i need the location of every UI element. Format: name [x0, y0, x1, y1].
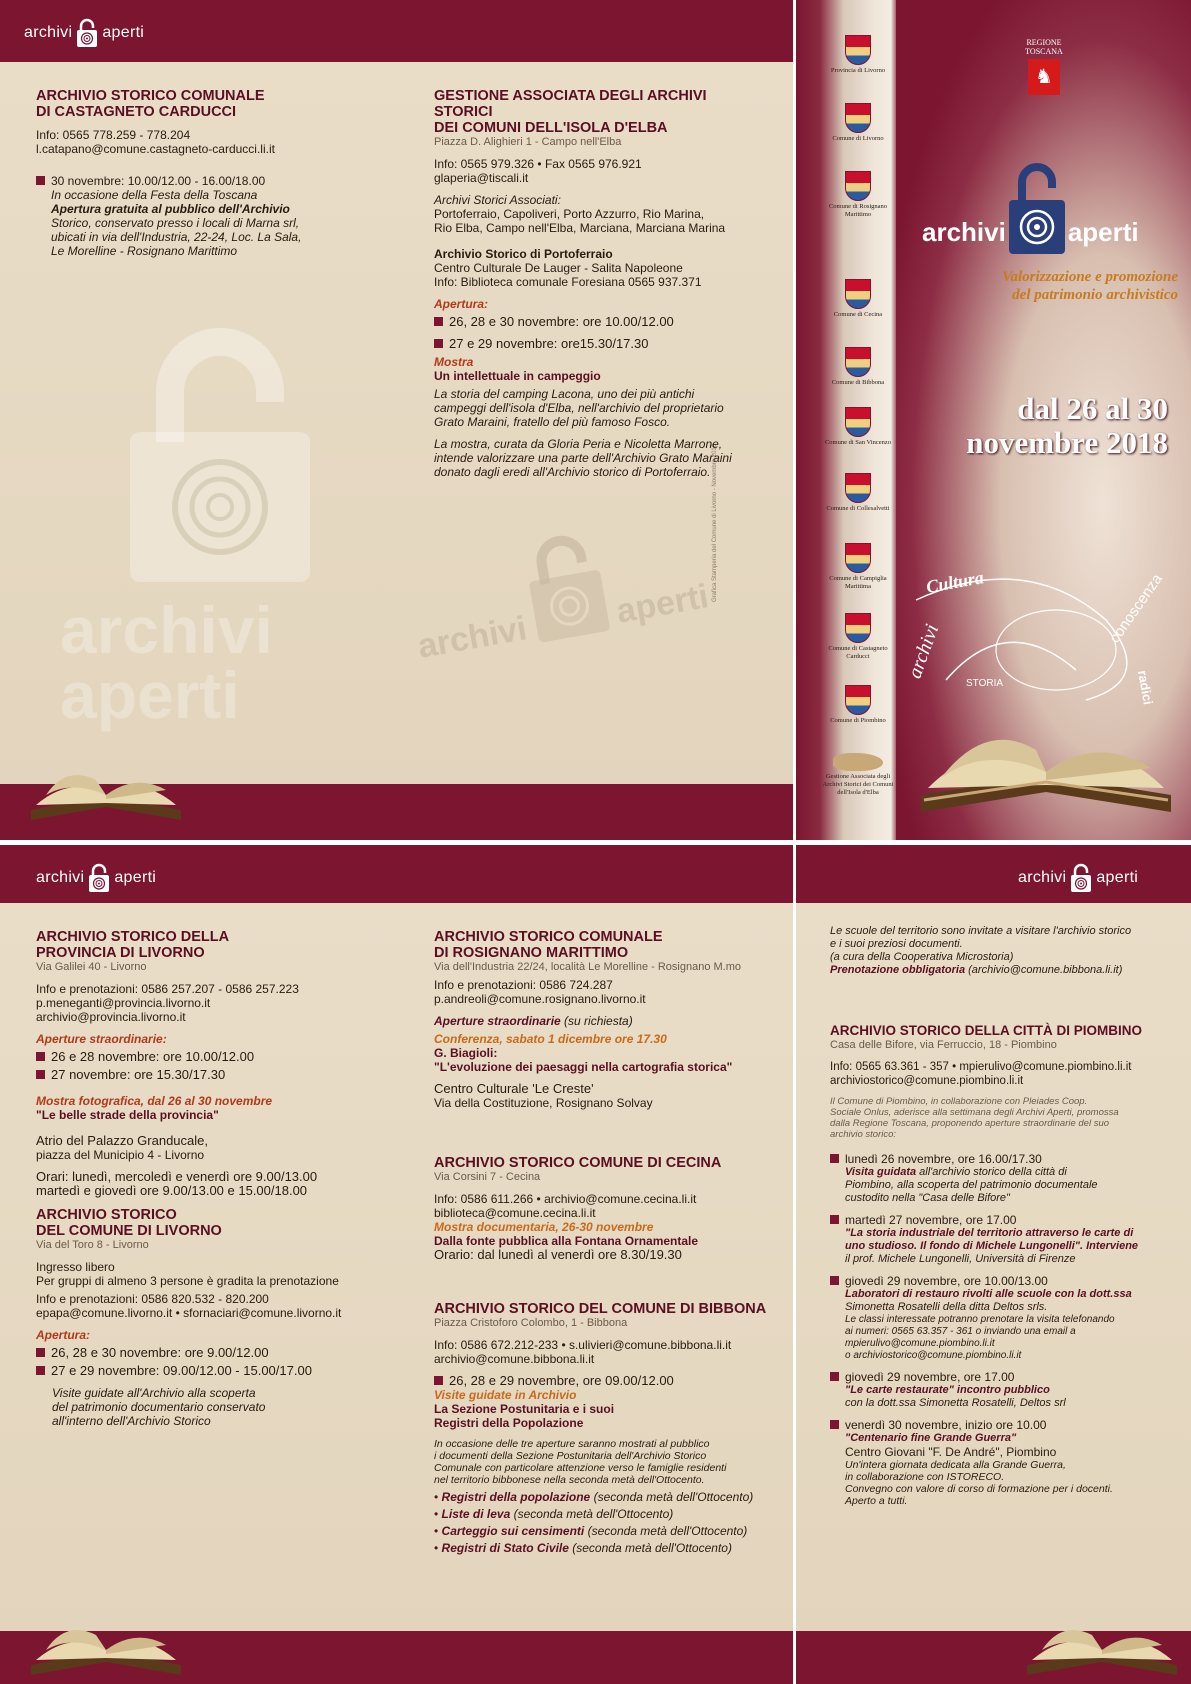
- talk-title: "L'evoluzione dei paesaggi nella cartografia storica": [434, 1060, 733, 1074]
- orario: Orario: dal lunedì al venerdì ore 8.30/19.30: [434, 1247, 682, 1262]
- bullet-icon: [36, 1366, 45, 1375]
- mostra-label: Mostra: [434, 355, 474, 369]
- event-date: venerdì 30 novembre, inizio ore 10.00: [845, 1418, 1047, 1432]
- schools-intro: [830, 925, 1180, 977]
- list-item-bold: Registri della popolazione: [441, 1490, 591, 1504]
- bullet-icon: [434, 339, 443, 348]
- section-title: DI CASTAGNETO CARDUCCI: [36, 104, 237, 120]
- date-item: [36, 1050, 396, 1064]
- mostra-title: Un intellettuale in campeggio: [434, 369, 601, 383]
- event-desc[interactable]: o archiviostorico@comune.piombino.li.it: [845, 1350, 1022, 1361]
- location: Via della Costituzione, Rosignano Solvay: [434, 1096, 653, 1110]
- date-item: [36, 174, 376, 188]
- cover-panel: [796, 0, 1191, 840]
- municipality-item: [818, 171, 898, 219]
- event-description: [36, 188, 376, 258]
- event-desc: con la dott.ssa Simonetta Rosatelli, Deltos srl: [845, 1397, 1066, 1409]
- municipality-item: [818, 407, 898, 447]
- logo-text-left: archivi: [36, 869, 85, 886]
- bullet-icon: [830, 1215, 839, 1224]
- desc-line: La mostra, curata da Gloria Peria e Nicoletta Marrone,: [434, 437, 723, 451]
- desc-line: Visite guidate all'Archivio alla scoperta: [52, 1386, 256, 1400]
- info-email[interactable]: p.andreoli@comune.rosignano.livorno.it: [434, 992, 646, 1006]
- list-item-note: (seconda metà dell'Ottocento): [593, 1490, 754, 1504]
- assoc-label: Archivi Storici Associati:: [434, 193, 561, 207]
- municipality-item: [818, 543, 898, 591]
- desc-line: i documenti della Sezione Postunitaria dell'Archivio Storico: [434, 1450, 707, 1462]
- municipality-name: Comune di Campiglia Marittima: [829, 575, 887, 590]
- desc-line: ubicati in via dell'Industria, 22-24, Loc. La Sala,: [51, 230, 302, 244]
- regione-toscana-logo: [1016, 38, 1072, 95]
- watermark-padlock-icon: [120, 322, 320, 587]
- sub-title: Archivio Storico di Portoferraio: [434, 247, 613, 261]
- desc-line: campeggi dell'isola d'Elba, nell'archivio del proprietario: [434, 401, 724, 415]
- desc-line: In occasione della Festa della Toscana: [51, 188, 258, 202]
- bullet-icon: [36, 1052, 45, 1061]
- event-item: [830, 1274, 1180, 1362]
- logo-text-left: archivi: [24, 24, 73, 41]
- cover-dates: [896, 392, 1168, 460]
- bottom-right-panel: [796, 845, 1191, 1684]
- section-title: PROVINCIA DI LIVORNO: [36, 945, 205, 961]
- padlock-icon: [1069, 863, 1093, 893]
- crest-icon: [845, 407, 871, 437]
- cecina-section: [434, 1155, 774, 1262]
- desc-line: nel territorio bibbonese nella seconda metà dell'Ottocento.: [434, 1474, 705, 1486]
- crest-icon: [845, 347, 871, 377]
- visite-desc: [36, 1386, 396, 1428]
- bottom-left-content: [0, 903, 793, 1631]
- desc-line: e i suoi preziosi documenti.: [830, 938, 963, 950]
- orari: martedì e giovedì ore 9.00/13.00 e 15.00/18.00: [36, 1183, 308, 1198]
- bullet-icon: [434, 1376, 443, 1385]
- list-item: • Carteggio sui censimenti (seconda metà dell'Ottocento): [434, 1524, 748, 1538]
- desc-line: Apertura gratuita al pubblico dell'Archivio: [51, 202, 290, 216]
- municipality-item: [818, 279, 898, 319]
- section-title: ARCHIVIO STORICO DEL COMUNE DI BIBBONA: [434, 1301, 767, 1317]
- list-item-note: (seconda metà dell'Ottocento): [587, 1524, 748, 1538]
- apertura-label: Apertura:: [434, 297, 489, 311]
- list-item-bold: Carteggio sui censimenti: [441, 1524, 585, 1538]
- list-item-bold: Liste di leva: [441, 1507, 511, 1521]
- bottom-left-panel: [0, 845, 793, 1684]
- word-storia: STORIA: [966, 678, 1004, 689]
- municipalities-strip: [818, 35, 898, 815]
- word-archivi: archivi: [903, 621, 944, 682]
- info-email[interactable]: archivio@provincia.livorno.it: [36, 1010, 186, 1024]
- crest-icon: [845, 279, 871, 309]
- crest-icon: [845, 613, 871, 643]
- date-text: 30 novembre: 10.00/12.00 - 16.00/18.00: [51, 174, 266, 188]
- event-desc: Aperto a tutti.: [845, 1495, 908, 1507]
- section-title: DEI COMUNI DELL'ISOLA D'ELBA: [434, 120, 668, 136]
- logo-text-left: archivi: [1018, 869, 1067, 886]
- location: Centro Culturale 'Le Creste': [434, 1081, 594, 1096]
- info-phone: Info: 0586 672.212-233 • s.ulivieri@comune.bibbona.li.it: [434, 1338, 732, 1352]
- section-title: ARCHIVIO STORICO DELLA: [36, 929, 230, 945]
- date-item: [434, 337, 764, 351]
- logo-text-right: aperti: [1096, 869, 1139, 886]
- municipality-name: Comune di Rosignano Marittimo: [828, 203, 888, 218]
- municipality-name: Comune di Bibbona: [831, 379, 885, 386]
- section-title: GESTIONE ASSOCIATA DEGLI ARCHIVI STORICI: [434, 88, 707, 120]
- info-phone: Info e prenotazioni: 0586 724.287: [434, 978, 613, 992]
- address: Via Galilei 40 - Livorno: [36, 961, 147, 973]
- desc-line: La storia del camping Lacona, uno dei più antichi: [434, 387, 695, 401]
- date-text: 26, 28 e 30 novembre: ore 10.00/12.00: [449, 314, 674, 329]
- aperture-label: Aperture straordinarie:: [36, 1032, 167, 1046]
- rosignano-section: [434, 929, 774, 1110]
- livorno-section: [36, 1207, 396, 1428]
- note-line: dalla Regione Toscana, proponendo aperture straordinarie del suo: [830, 1118, 1110, 1129]
- event-desc[interactable]: mpierulivo@comune.piombino.li.it: [845, 1338, 995, 1349]
- info-phone: Info: 0586 611.266 • archivio@comune.cecina.li.it: [434, 1192, 697, 1206]
- municipality-name: Comune di San Vincenzo: [824, 439, 892, 446]
- top-left-panel: [0, 0, 793, 840]
- section-title: ARCHIVIO STORICO COMUNALE: [36, 88, 265, 104]
- list-item: • Registri di Stato Civile (seconda metà dell'Ottocento): [434, 1541, 732, 1555]
- section-title: ARCHIVIO STORICO DELLA CITTÀ DI PIOMBINO: [830, 1023, 1143, 1038]
- date-text: 27 e 29 novembre: 09.00/12.00 - 15.00/17.00: [51, 1363, 312, 1378]
- section-title: ARCHIVIO STORICO COMUNALE: [434, 929, 663, 945]
- open-book-icon: [916, 700, 1176, 835]
- info-phone: Info: 0565 979.326 • Fax 0565 976.921: [434, 157, 642, 171]
- desc-line: donato dagli eredi all'Archivio storico di Portoferraio.: [434, 465, 711, 479]
- event-item: [830, 1213, 1180, 1266]
- mostra-title: "Le belle strade della provincia": [36, 1108, 219, 1122]
- archivi-aperti-logo: [24, 18, 144, 48]
- event-desc: "Le carte restaurate" incontro pubblico: [845, 1384, 1050, 1396]
- subtitle-line: Valorizzazione e promozione: [1002, 269, 1178, 285]
- municipality-item: [818, 753, 898, 797]
- note-line: Il Comune di Piombino, in collaborazione con Pleiades Coop.: [830, 1096, 1088, 1107]
- event-desc: Un'intera giornata dedicata alla Grande Guerra,: [845, 1459, 1066, 1471]
- address: Via Corsini 7 - Cecina: [434, 1171, 541, 1183]
- bullet-icon: [36, 1348, 45, 1357]
- info-phone: Info: Biblioteca comunale Foresiana 0565 937.371: [434, 275, 702, 289]
- open-book-icon: [26, 755, 186, 840]
- cover-logo: [922, 160, 1139, 256]
- address: Casa delle Bifore, via Ferruccio, 18 - Piombino: [830, 1039, 1057, 1051]
- dates-line: novembre 2018: [966, 425, 1168, 460]
- desc-line: In occasione delle tre aperture saranno mostrati al pubblico: [434, 1438, 710, 1450]
- bullet-icon: [830, 1420, 839, 1429]
- municipality-item: [818, 685, 898, 725]
- municipality-name: Comune di Livorno: [832, 135, 884, 142]
- bullet-icon: [36, 1070, 45, 1079]
- logo-text-right: aperti: [114, 869, 157, 886]
- prenot-email[interactable]: (archivio@comune.bibbona.li.it): [968, 964, 1123, 976]
- event-item: [830, 1418, 1180, 1507]
- municipality-name: Gestione Associata degli Archivi Storici dei Comuni dell'Isola d'Elba: [822, 773, 894, 796]
- padlock-icon: [75, 18, 99, 48]
- aperture-label: Aperture straordinarie: [434, 1014, 561, 1028]
- desc-line: Storico, conservato presso i locali di Marna srl,: [51, 216, 300, 230]
- bullet-icon: [830, 1276, 839, 1285]
- prenot-label: Prenotazione obbligatoria: [830, 964, 966, 976]
- date-item: [36, 1364, 396, 1378]
- event-desc: custodito nella "Casa delle Bifore": [845, 1192, 1010, 1204]
- event-date: giovedì 29 novembre, ore 17.00: [845, 1370, 1015, 1384]
- date-text: 26, 28 e 29 novembre, ore 09.00/12.00: [449, 1373, 674, 1388]
- pegasus-icon: ♞: [1028, 59, 1060, 95]
- event-desc: "La storia industriale del territorio attraverso le carte di: [845, 1227, 1134, 1239]
- desc-line: Le scuole del territorio sono invitate a visitare l'archivio storico: [830, 925, 1132, 937]
- bullet-icon: [830, 1372, 839, 1381]
- conferenza-label: Conferenza, sabato 1 dicembre ore 17.30: [434, 1032, 667, 1046]
- event-desc: Convegno con valore di corso di formazione per i docenti.: [845, 1483, 1113, 1495]
- event-item: [830, 1370, 1180, 1410]
- gruppi: Per gruppi di almeno 3 persone è gradita la prenotazione: [36, 1274, 339, 1288]
- date-item: [36, 1068, 396, 1082]
- desc-line: Le Morelline - Rosignano Marittimo: [51, 244, 238, 258]
- desc-line: (a cura della Cooperativa Microstoria): [830, 951, 1014, 963]
- event-desc: il prof. Michele Lungonelli, Università di Firenze: [845, 1253, 1076, 1265]
- bullet-icon: [36, 176, 45, 185]
- note-line: Sociale Onlus, aderisce alla settimana degli Archivi Aperti, promossa: [830, 1107, 1119, 1118]
- desc-line: Grato Maraini, fratello del più famoso Fosco.: [434, 415, 671, 429]
- section-title: DI ROSIGNANO MARITTIMO: [434, 945, 629, 961]
- provincia-section: [36, 929, 396, 1198]
- crest-icon: [845, 473, 871, 503]
- address: Piazza Cristoforo Colombo, 1 - Bibbona: [434, 1317, 628, 1329]
- top-left-content: [0, 62, 793, 784]
- municipality-item: [818, 347, 898, 387]
- desc-line: del patrimonio documentario conservato: [52, 1400, 266, 1414]
- municipality-name: Comune di Cecina: [833, 311, 883, 318]
- address: Via del Toro 8 - Livorno: [36, 1239, 149, 1251]
- list-item-bold: Registri di Stato Civile: [441, 1541, 569, 1555]
- info-phone: Info: 0565 778.259 - 778.204: [36, 128, 191, 142]
- logo-text-left: archivi: [922, 217, 1006, 247]
- mostra-title: Dalla fonte pubblica alla Fontana Ornamentale: [434, 1234, 699, 1248]
- address: Piazza D. Alighieri 1 - Campo nell'Elba: [434, 136, 622, 148]
- bottom-right-content: [796, 903, 1191, 1631]
- event-desc: Piombino, alla scoperta del patrimonio documentale: [845, 1179, 1098, 1191]
- sezione-title: Registri della Popolazione: [434, 1416, 584, 1430]
- padlock-icon: [87, 863, 111, 893]
- archivi-aperti-logo: [1018, 863, 1138, 893]
- info-email[interactable]: archivio@comune.bibbona.li.it: [434, 1352, 595, 1366]
- event-desc: "Centenario fine Grande Guerra": [845, 1432, 1017, 1444]
- event-desc: Simonetta Rosatelli della ditta Deltos srls.: [845, 1301, 1048, 1313]
- desc-line: intende valorizzare una parte dell'Archivio Grato Maraini: [434, 451, 732, 465]
- list-item: • Registri della popolazione (seconda metà dell'Ottocento): [434, 1490, 754, 1504]
- cover-subtitle: [916, 268, 1178, 304]
- elba-section: [434, 88, 764, 479]
- crest-icon: [845, 543, 871, 573]
- event-date: lunedì 26 novembre, ore 16.00/17.30: [845, 1152, 1042, 1166]
- crest-icon: [845, 685, 871, 715]
- info-phone: Info e prenotazioni: 0586 820.532 - 820.200: [36, 1292, 269, 1306]
- bullet-icon: [830, 1154, 839, 1163]
- event-desc: uno studioso. Il fondo di Michele Lungonelli". Interviene: [845, 1240, 1139, 1252]
- info-email[interactable]: l.catapano@comune.castagneto-carducci.li.it: [36, 142, 275, 156]
- municipality-item: [818, 103, 898, 143]
- watermark-text-2: aperti: [60, 658, 240, 732]
- date-text: 27 novembre: ore 15.30/17.30: [51, 1067, 226, 1082]
- bibbona-section: [434, 1301, 774, 1555]
- section-title: ARCHIVIO STORICO COMUNE DI CECINA: [434, 1155, 722, 1171]
- piombino-note: [830, 1096, 1180, 1140]
- event-date: martedì 27 novembre, ore 17.00: [845, 1213, 1017, 1227]
- subtitle-line: del patrimonio archivistico: [1012, 287, 1178, 303]
- municipality-name: Comune di Collesalvetti: [826, 505, 890, 512]
- padlock-icon: [1006, 160, 1068, 256]
- municipality-name: Comune di Piombino: [830, 717, 886, 724]
- word-conoscenza: conoscenza: [1106, 570, 1166, 647]
- info-phone: Info: 0565 63.361 - 357 • mpierulivo@comune.piombino.li.it: [830, 1061, 1132, 1073]
- info-email[interactable]: biblioteca@comune.cecina.li.it: [434, 1206, 596, 1220]
- dates-line: dal 26 al 30: [1017, 391, 1168, 426]
- date-text: 27 e 29 novembre: ore15.30/17.30: [449, 336, 649, 351]
- event-desc: Le classi interessate potranno prenotare la visita telefonando: [845, 1314, 1115, 1325]
- event-item: lunedì 26 novembre, ore 16.00/17.30 Visita guidata all'archivio storico della città di Piombino, alla scoperta del patrimonio documentale custodito nella "Casa delle Bifore": [830, 1152, 1180, 1205]
- location: Atrio del Palazzo Granducale,: [36, 1133, 208, 1148]
- aperture-note: (su richiesta): [564, 1014, 633, 1028]
- visite-label: Visite guidate in Archivio: [434, 1388, 577, 1402]
- event-desc: in collaborazione con ISTORECO.: [845, 1471, 1005, 1483]
- word-cultura: Cultura: [924, 567, 986, 597]
- desc-line: all'interno dell'Archivio Storico: [52, 1414, 211, 1428]
- orari: Orari: lunedì, mercoledì e venerdì ore 9.00/13.00: [36, 1169, 318, 1184]
- event-date: giovedì 29 novembre, ore 10.00/13.00: [845, 1274, 1048, 1288]
- mostra-label: Mostra documentaria, 26-30 novembre: [434, 1220, 654, 1234]
- open-book-icon: [1022, 1610, 1182, 1684]
- word-radici: radici: [1134, 669, 1156, 706]
- note-line: archivio storico:: [830, 1129, 896, 1140]
- registri-list: [434, 1490, 774, 1555]
- watermark-text-1: archivi: [60, 593, 273, 667]
- sezione-title: La Sezione Postunitaria e i suoi: [434, 1402, 615, 1416]
- elba-island-icon: [833, 753, 883, 771]
- event-desc: all'archivio storico della città di: [919, 1166, 1067, 1178]
- date-item: [36, 1346, 396, 1360]
- info-email[interactable]: archiviostorico@comune.piombino.li.it: [830, 1075, 1024, 1087]
- municipality-item: [818, 473, 898, 513]
- date-item: [434, 1374, 774, 1388]
- list-item-note: (seconda metà dell'Ottocento): [513, 1507, 674, 1521]
- open-book-icon: [26, 1610, 186, 1684]
- address: Centro Culturale De Lauger - Salita Napoleone: [434, 261, 683, 275]
- region-text: REGIONE: [1026, 38, 1062, 47]
- assoc-list: Rio Elba, Campo nell'Elba, Marciana, Marciana Marina: [434, 221, 726, 235]
- crest-icon: [845, 103, 871, 133]
- region-text: TOSCANA: [1025, 47, 1063, 56]
- vertical-credit: Grafica Stamperia del Comune di Livorno - Novembre 2018: [712, 443, 718, 602]
- bullet-icon: [434, 317, 443, 326]
- castagneto-section: [36, 88, 376, 258]
- speaker: G. Biagioli:: [434, 1046, 498, 1060]
- assoc-list: Portoferraio, Capoliveri, Porto Azzurro, Rio Marina,: [434, 207, 705, 221]
- address: Via dell'Industria 22/24, località Le Morelline - Rosignano M.mo: [434, 961, 742, 973]
- municipality-item: [818, 613, 898, 661]
- location: piazza del Municipio 4 - Livorno: [36, 1148, 205, 1162]
- info-phone: Info e prenotazioni: 0586 257.207 - 0586 257.223: [36, 982, 299, 996]
- date-item: [434, 315, 764, 329]
- desc-line: Comunale con particolare attenzione verso le famiglie residenti: [434, 1462, 727, 1474]
- event-desc: Centro Giovani "F. De André", Piombino: [845, 1445, 1057, 1459]
- event-desc: Laboratori di restauro rivolti alle scuole con la dott.ssa: [845, 1288, 1132, 1300]
- municipality-name: Provincia di Livorno: [830, 67, 886, 74]
- ingresso: Ingresso libero: [36, 1260, 115, 1274]
- list-item: • Liste di leva (seconda metà dell'Ottocento): [434, 1507, 674, 1521]
- crest-icon: [845, 35, 871, 65]
- logo-text-right: aperti: [1067, 217, 1139, 247]
- section-title: ARCHIVIO STORICO: [36, 1207, 177, 1223]
- municipality-name: Comune di Castagneto Carducci: [828, 645, 888, 660]
- date-text: 26, 28 e 30 novembre: ore 9.00/12.00: [51, 1345, 269, 1360]
- crest-icon: [845, 171, 871, 201]
- list-item-note: (seconda metà dell'Ottocento): [572, 1541, 732, 1555]
- info-email[interactable]: glaperia@tiscali.it: [434, 171, 529, 185]
- archivi-aperti-logo: [36, 863, 156, 893]
- event-desc: ai numeri: 0565 63.357 - 361 o inviando una email a: [845, 1326, 1076, 1337]
- municipality-item: [818, 35, 898, 75]
- section-title: DEL COMUNE DI LIVORNO: [36, 1223, 222, 1239]
- info-email[interactable]: epapa@comune.livorno.it • sfornaciari@comune.livorno.it: [36, 1306, 342, 1320]
- date-text: 26 e 28 novembre: ore 10.00/12.00: [51, 1049, 255, 1064]
- mostra-label: Mostra fotografica, dal 26 al 30 novembre: [36, 1094, 273, 1108]
- logo-text-right: aperti: [102, 24, 145, 41]
- piombino-section: [830, 1023, 1180, 1507]
- info-email[interactable]: p.meneganti@provincia.livorno.it: [36, 996, 211, 1010]
- watermark-small-logo: archivi aperti: [403, 507, 712, 666]
- apertura-label: Apertura:: [36, 1328, 91, 1342]
